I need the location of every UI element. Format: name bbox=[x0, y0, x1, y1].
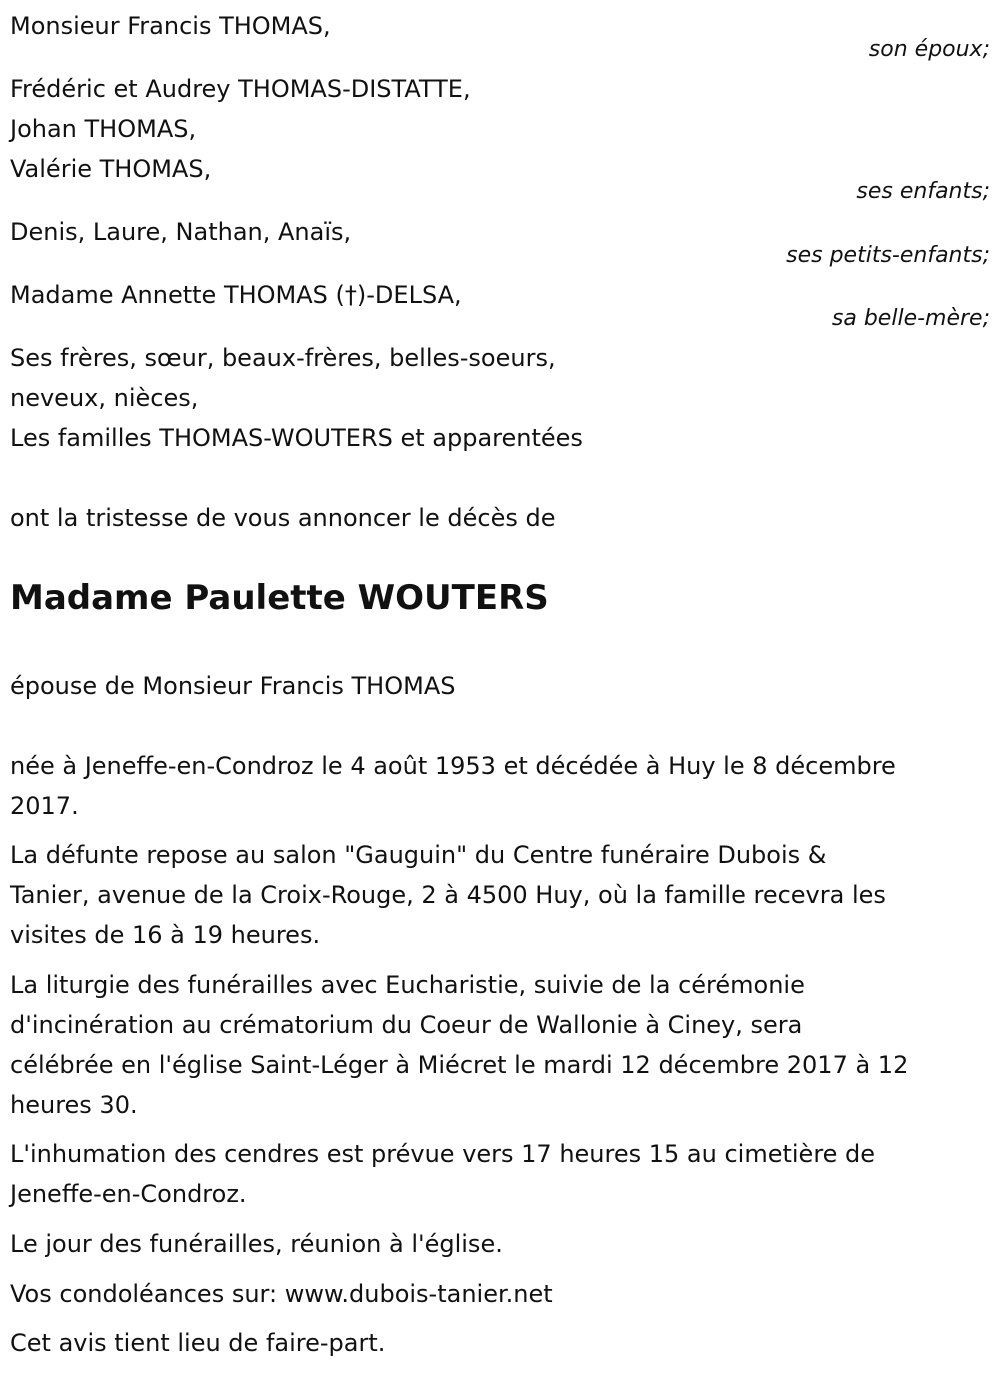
children-block bbox=[10, 69, 471, 189]
child-line: Frédéric et Audrey THOMAS-DISTATTE, bbox=[10, 75, 471, 103]
condolences-paragraph bbox=[10, 1274, 553, 1314]
others-line: neveux, nièces, bbox=[10, 384, 199, 412]
others-block bbox=[10, 338, 583, 458]
announcement: ont la tristesse de vous annoncer le décès de bbox=[10, 504, 556, 532]
notice-paragraph bbox=[10, 1323, 385, 1363]
burial-paragraph bbox=[10, 1134, 875, 1214]
others-line: Ses frères, sœur, beaux-frères, belles-soeurs, bbox=[10, 344, 556, 372]
children-role: ses enfants; bbox=[856, 179, 990, 204]
paragraph-line: La liturgie des funérailles avec Eucharistie, suivie de la cérémonie bbox=[10, 971, 805, 999]
paragraph-line: d'incinération au crématorium du Coeur de Wallonie à Ciney, sera bbox=[10, 1011, 803, 1039]
others-line: Les familles THOMAS-WOUTERS et apparentées bbox=[10, 424, 583, 452]
child-line: Johan THOMAS, bbox=[10, 115, 197, 143]
grandchildren-line: Denis, Laure, Nathan, Anaïs, bbox=[10, 218, 352, 246]
mother-in-law-block bbox=[10, 275, 462, 315]
paragraph-line: heures 30. bbox=[10, 1091, 138, 1119]
paragraph-line: L'inhumation des cendres est prévue vers 17 heures 15 au cimetière de bbox=[10, 1140, 876, 1168]
liturgy-paragraph bbox=[10, 965, 908, 1125]
paragraph-line: célébrée en l'église Saint-Léger à Miécret le mardi 12 décembre 2017 à 12 bbox=[10, 1051, 909, 1079]
mother-in-law-line: Madame Annette THOMAS (†)-DELSA, bbox=[10, 281, 462, 309]
paragraph-line: Jeneffe-en-Condroz. bbox=[10, 1180, 247, 1208]
paragraph-line: Tanier, avenue de la Croix-Rouge, 2 à 4500 Huy, où la famille recevra les bbox=[10, 881, 886, 909]
spouse-of: épouse de Monsieur Francis THOMAS bbox=[10, 672, 456, 700]
paragraph-line: 2017. bbox=[10, 792, 79, 820]
paragraph-line: née à Jeneffe-en-Condroz le 4 août 1953 et décédée à Huy le 8 décembre bbox=[10, 752, 896, 780]
spouse-line: Monsieur Francis THOMAS, bbox=[10, 12, 331, 40]
paragraph-line: La défunte repose au salon "Gauguin" du Centre funéraire Dubois & bbox=[10, 841, 827, 869]
paragraph-line: visites de 16 à 19 heures. bbox=[10, 921, 321, 949]
deceased-name: Madame Paulette WOUTERS bbox=[10, 578, 549, 618]
paragraph-line: Vos condoléances sur: www.dubois-tanier.net bbox=[10, 1280, 553, 1308]
paragraph-line: Le jour des funérailles, réunion à l'église. bbox=[10, 1230, 503, 1258]
paragraph-line: Cet avis tient lieu de faire-part. bbox=[10, 1329, 386, 1357]
visitation-paragraph bbox=[10, 835, 886, 955]
mother-in-law-role: sa belle-mère; bbox=[831, 306, 990, 331]
spouse-role: son époux; bbox=[868, 37, 990, 62]
grandchildren-block bbox=[10, 212, 351, 252]
birth-death-paragraph bbox=[10, 746, 896, 826]
grandchildren-role: ses petits-enfants; bbox=[786, 243, 990, 268]
meeting-paragraph bbox=[10, 1224, 503, 1264]
spouse-block bbox=[10, 6, 331, 46]
child-line: Valérie THOMAS, bbox=[10, 155, 212, 183]
